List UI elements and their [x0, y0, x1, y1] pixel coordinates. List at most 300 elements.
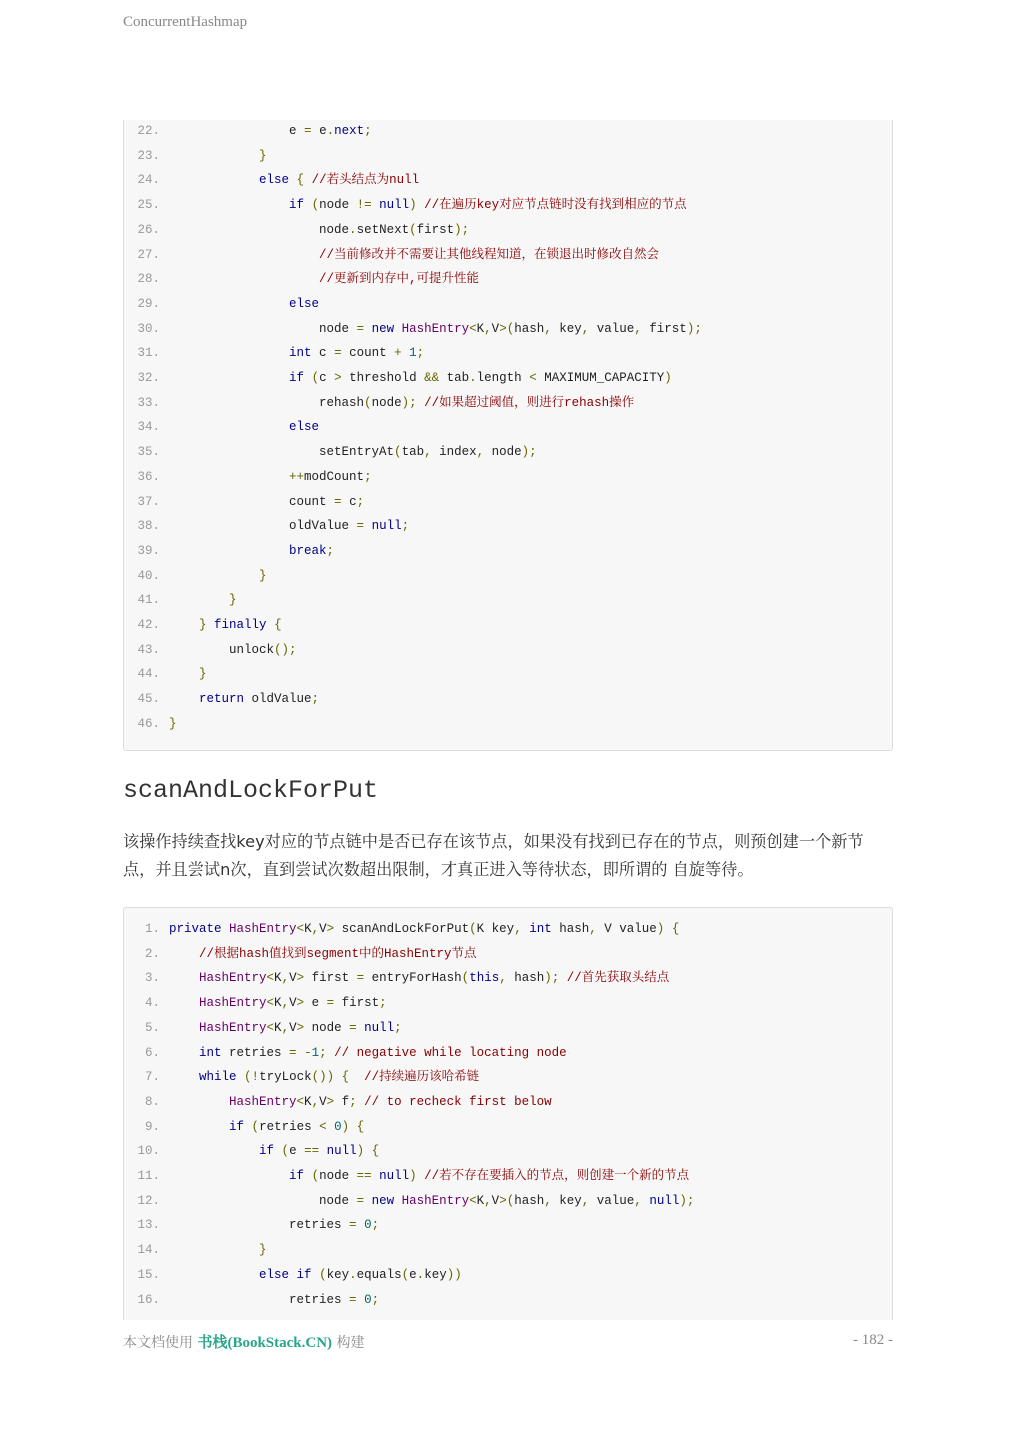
code-token: ; [371, 1292, 380, 1307]
code-token: == [356, 1169, 372, 1183]
line-number: 43. [137, 642, 160, 657]
line-number: 7. [144, 1070, 160, 1085]
code-token: ) [409, 198, 417, 213]
code-line [124, 415, 319, 439]
code-text [160, 593, 237, 607]
code-token [364, 1194, 372, 1208]
code-text [160, 470, 372, 484]
code-token: f [334, 1094, 350, 1109]
code-token: , [634, 1193, 642, 1208]
code-token: ; [364, 124, 372, 138]
code-token [402, 346, 410, 360]
line-number: 15. [137, 1267, 160, 1282]
line-number: 25. [137, 198, 160, 213]
code-token: , [581, 1193, 590, 1208]
code-token: new [371, 1193, 395, 1208]
code-token: equals [356, 1267, 402, 1282]
code-token: ; [349, 1094, 357, 1109]
code-token: ); [544, 971, 560, 986]
code-token: private [169, 922, 222, 936]
code-token: threshold [341, 371, 425, 385]
code-token: { [356, 1119, 365, 1134]
code-token: unlock [229, 642, 275, 657]
code-token: . [416, 1267, 425, 1282]
code-token: { [274, 618, 282, 632]
code-block-put-continued [123, 120, 893, 751]
code-token [289, 1268, 297, 1282]
code-token: = [356, 321, 365, 336]
code-token: > [334, 371, 342, 385]
code-token: retries [259, 1119, 320, 1134]
code-text [160, 198, 687, 212]
code-token: rehash [319, 395, 365, 410]
code-token: , [424, 445, 432, 460]
code-text [160, 569, 267, 583]
code-token: ) [356, 1144, 365, 1159]
code-text [160, 322, 702, 336]
line-number: 4. [144, 996, 160, 1011]
code-token: c [341, 494, 357, 509]
code-token: < [296, 922, 305, 936]
code-token: V [289, 996, 297, 1011]
code-line [124, 1164, 689, 1188]
code-token: >( [499, 321, 515, 336]
code-token: > [326, 922, 335, 936]
code-token: HashEntry [199, 971, 267, 986]
code-token: finally [214, 618, 267, 632]
line-number: 11. [137, 1169, 160, 1183]
code-token: } [199, 618, 207, 632]
code-text [160, 495, 364, 509]
code-token: node [319, 1169, 357, 1183]
code-block-scan-and-lock [123, 907, 893, 1320]
code-text [160, 1070, 479, 1084]
code-text [160, 420, 319, 434]
code-token: > [296, 996, 305, 1011]
code-token [559, 971, 567, 985]
code-text [160, 272, 479, 286]
code-line [124, 341, 424, 365]
code-token: < [529, 371, 537, 385]
code-token: } [169, 716, 177, 731]
code-token: == [304, 1144, 320, 1159]
code-token [304, 173, 312, 187]
code-token: < [266, 996, 275, 1011]
code-line [124, 1090, 552, 1114]
code-token: null [326, 1144, 357, 1159]
line-number: 38. [137, 519, 160, 534]
code-token: hash [514, 1193, 545, 1208]
code-text [160, 1144, 379, 1158]
section-title: scanAndLockForPut [123, 776, 379, 805]
code-token: ; [379, 996, 387, 1011]
code-line [124, 366, 672, 390]
code-line [124, 564, 267, 588]
code-token: ( [311, 198, 320, 213]
code-token: else [259, 173, 290, 188]
code-line [124, 119, 372, 143]
code-token: e [409, 1267, 417, 1282]
code-text [160, 1268, 462, 1282]
code-token: , [634, 321, 642, 336]
code-token: e [289, 124, 305, 138]
code-line [124, 662, 207, 686]
code-token: ; [394, 1020, 402, 1035]
line-number: 26. [137, 222, 160, 237]
code-token: 0 [364, 1292, 372, 1307]
code-token: < [319, 1119, 327, 1134]
code-token: V [491, 321, 500, 336]
code-token: this [469, 971, 500, 986]
code-token: ( [319, 1267, 327, 1282]
code-text [160, 519, 409, 533]
code-line [124, 917, 679, 941]
line-number: 39. [137, 543, 160, 558]
code-token [349, 1070, 364, 1084]
code-text [160, 922, 679, 936]
code-token: first [304, 971, 357, 986]
line-number: 37. [137, 494, 160, 509]
code-token: index [431, 445, 477, 460]
code-text [160, 1095, 552, 1109]
code-text [160, 149, 267, 163]
code-line [124, 218, 469, 242]
code-text [160, 346, 424, 360]
code-token: K key [476, 922, 515, 936]
code-token: ); [521, 445, 537, 460]
line-number: 9. [144, 1119, 160, 1134]
code-token: // negative while locating node [334, 1045, 567, 1060]
code-token: ) [341, 1119, 350, 1134]
code-token: node [484, 445, 522, 460]
code-line [124, 1288, 379, 1312]
code-line [124, 687, 319, 711]
code-token: int [199, 1045, 222, 1060]
code-text [160, 544, 334, 558]
code-line [124, 514, 409, 538]
code-token: = [356, 971, 365, 986]
code-token: //持续遍历该哈希链 [364, 1070, 480, 1085]
code-token: < [266, 1020, 275, 1035]
code-token: < [469, 321, 477, 336]
code-token: = [349, 1218, 357, 1233]
code-token: ; [356, 494, 365, 509]
code-line [124, 539, 334, 563]
code-token: } [259, 148, 267, 163]
code-token: ( [469, 922, 477, 936]
code-token: K [304, 922, 312, 936]
line-number: 27. [137, 247, 160, 262]
code-token: ( [409, 222, 417, 237]
line-number: 23. [137, 148, 160, 163]
code-token [289, 173, 297, 187]
code-line [124, 1213, 379, 1237]
line-number: 32. [137, 371, 160, 385]
code-token: { [671, 922, 680, 936]
code-token: , [311, 922, 320, 936]
line-number: 40. [137, 568, 160, 583]
code-token: tab [439, 371, 470, 385]
code-token: key [551, 1193, 582, 1208]
code-token: else [289, 296, 320, 311]
code-text [160, 717, 177, 731]
code-token: break [289, 543, 327, 558]
code-line [124, 613, 282, 637]
code-token: key [551, 321, 582, 336]
code-token: first [334, 996, 380, 1011]
code-token [394, 1194, 402, 1208]
code-token: V [289, 1020, 297, 1035]
code-token: 0 [364, 1218, 372, 1233]
code-token: (); [274, 642, 297, 657]
code-token [304, 371, 312, 385]
code-token: //根据hash值找到segment中的HashEntry节点 [199, 946, 477, 961]
code-token: ) [409, 1169, 417, 1183]
code-token [267, 618, 275, 632]
footer-suffix: 构建 [332, 1335, 365, 1351]
code-token: if [296, 1267, 312, 1282]
code-token: . [469, 371, 477, 385]
code-token: setNext [356, 222, 410, 237]
code-token: if [289, 198, 305, 213]
code-token: 0 [334, 1119, 342, 1134]
code-line [124, 1016, 402, 1040]
code-token: , [544, 1193, 552, 1208]
footer-credit [123, 1331, 365, 1352]
code-token: )) [446, 1267, 462, 1282]
code-token: count [341, 346, 395, 361]
code-token: ); [454, 222, 470, 237]
code-line [124, 1041, 567, 1065]
code-token: value [589, 1193, 635, 1208]
code-token: entryForHash [364, 971, 462, 986]
code-token: ; [311, 692, 320, 707]
code-token [417, 396, 425, 410]
code-token [664, 922, 672, 936]
code-token: if [259, 1144, 275, 1159]
code-token: = [289, 1045, 297, 1060]
code-token: e [311, 124, 327, 138]
code-token: - [304, 1045, 312, 1060]
code-token: retries [221, 1045, 290, 1060]
footer-prefix: 本文档使用 [123, 1335, 198, 1351]
code-text [160, 643, 297, 657]
code-token: setEntryAt [319, 445, 395, 460]
code-token: , [281, 996, 290, 1011]
code-text [160, 1218, 379, 1232]
line-number: 5. [144, 1020, 160, 1035]
line-number: 24. [137, 173, 160, 188]
code-token [334, 1070, 342, 1084]
code-token: . [326, 124, 335, 138]
code-token [349, 1120, 357, 1134]
code-line [124, 317, 702, 341]
code-token: oldValue [289, 519, 357, 534]
code-token: length [476, 371, 530, 385]
code-text [160, 971, 669, 985]
code-token: ); [686, 321, 702, 336]
code-token: ) [656, 922, 665, 936]
code-token: else [259, 1267, 290, 1282]
code-token: = [326, 996, 335, 1011]
code-token: null [649, 1193, 680, 1208]
code-token: = [356, 1193, 365, 1208]
code-line [124, 991, 387, 1015]
line-number: 13. [137, 1218, 160, 1233]
code-token: = [304, 124, 312, 138]
line-number: 33. [137, 395, 160, 410]
code-token: , [484, 1193, 492, 1208]
code-token: int [529, 922, 552, 936]
code-token: //若不存在要插入的节点，则创建一个新的节点 [424, 1169, 690, 1183]
code-token: retries [289, 1218, 350, 1233]
code-token: value [589, 321, 635, 336]
code-token: , [281, 971, 290, 986]
code-text [160, 248, 659, 262]
line-number: 31. [137, 346, 160, 361]
code-text [160, 445, 537, 459]
code-line [124, 1065, 479, 1089]
code-token: ( [311, 371, 320, 385]
code-token: ; [364, 469, 372, 484]
code-token [372, 1169, 380, 1183]
code-token: //在遍历key对应节点链时没有找到相应的节点 [424, 198, 687, 213]
code-token: } [259, 1243, 267, 1258]
code-text [160, 1021, 402, 1035]
line-number: 6. [144, 1045, 160, 1060]
code-line [124, 292, 319, 316]
code-token: K [304, 1094, 312, 1109]
code-token: count [289, 494, 335, 509]
code-token: ; [326, 543, 335, 558]
line-number: 14. [137, 1243, 160, 1258]
code-token: > [296, 1020, 305, 1035]
code-text [160, 297, 319, 311]
line-number: 22. [137, 124, 160, 138]
bookstack-link[interactable]: 书栈(BookStack.CN) [197, 1335, 333, 1351]
code-line [124, 168, 419, 192]
code-token: ( [311, 1169, 320, 1183]
code-token: first [416, 222, 455, 237]
code-token: = [356, 519, 365, 534]
line-number: 8. [144, 1094, 160, 1109]
code-line [124, 490, 364, 514]
code-token: (! [244, 1070, 260, 1085]
code-token: } [199, 667, 207, 682]
line-number: 3. [144, 971, 160, 986]
code-text [160, 371, 672, 385]
code-line [124, 465, 372, 489]
code-token [357, 1218, 365, 1232]
line-number: 41. [137, 593, 160, 608]
code-token: { [371, 1144, 380, 1159]
code-token: ( [281, 1144, 290, 1159]
code-line [124, 942, 477, 966]
code-text [160, 667, 207, 681]
code-token [364, 322, 372, 336]
code-token: null [364, 1020, 395, 1035]
code-token: ( [394, 445, 402, 460]
code-line [124, 440, 537, 464]
code-token: node [304, 1020, 350, 1035]
code-token: ( [401, 1267, 410, 1282]
code-token: hash [514, 321, 545, 336]
code-token: + [394, 346, 402, 361]
code-token: next [334, 124, 365, 138]
line-number: 1. [144, 922, 160, 936]
code-token: while [199, 1070, 237, 1085]
code-line [124, 1189, 694, 1213]
code-token: . [349, 222, 357, 237]
code-token: = [349, 1292, 357, 1307]
line-number: 2. [144, 946, 160, 961]
code-text [160, 396, 634, 410]
code-line [124, 1263, 462, 1287]
code-token: //若头结点为null [311, 173, 420, 188]
code-token [297, 1046, 305, 1060]
section-paragraph: 该操作持续查找key对应的节点链中是否已存在该节点，如果没有找到已存在的节点，则预创建一个新节点，并且尝试n次，直到尝试次数超出限制，才真正进入等待状态，即所谓的 自旋等待。 [123, 832, 864, 879]
code-text [160, 1046, 567, 1060]
code-token [304, 198, 312, 212]
line-number: 36. [137, 469, 160, 484]
code-text [160, 173, 419, 187]
code-token: , [476, 445, 485, 460]
code-token: if [229, 1119, 245, 1134]
code-token: ( [461, 971, 470, 986]
code-token [222, 922, 230, 936]
code-token [319, 1144, 327, 1158]
code-token: node [319, 198, 357, 213]
code-token: } [229, 593, 237, 608]
code-token: ; [371, 1218, 380, 1233]
code-token: = [334, 494, 342, 509]
code-token: HashEntry [199, 1020, 267, 1035]
code-token: < [296, 1094, 305, 1109]
code-token: V [491, 1193, 500, 1208]
code-text [160, 1243, 267, 1257]
code-token: retries [289, 1292, 350, 1307]
code-token: null [379, 1169, 410, 1183]
code-token: else [289, 420, 320, 435]
code-token: oldValue [244, 692, 312, 707]
code-token: >( [499, 1193, 515, 1208]
code-token: K [274, 971, 282, 986]
code-token: HashEntry [229, 1094, 297, 1109]
code-text [160, 618, 282, 632]
line-number: 35. [137, 445, 160, 460]
code-token: K [476, 321, 485, 336]
code-token: , [311, 1094, 320, 1109]
code-token [207, 618, 215, 632]
code-text [160, 1169, 689, 1183]
code-token: ( [251, 1119, 260, 1134]
code-token: node [319, 321, 357, 336]
code-token: e [289, 1144, 305, 1159]
code-token [237, 1070, 245, 1084]
line-number: 45. [137, 692, 160, 707]
code-token: tab [401, 445, 425, 460]
code-token: if [289, 1169, 305, 1183]
line-number: 16. [137, 1292, 160, 1307]
code-token: HashEntry [401, 321, 470, 336]
line-number: 34. [137, 420, 160, 435]
code-token: null [371, 519, 402, 534]
code-token: , [544, 321, 552, 336]
code-token: key [424, 1267, 447, 1282]
code-token: e [304, 996, 327, 1011]
code-line [124, 243, 659, 267]
code-token: //首先获取头结点 [566, 971, 670, 986]
